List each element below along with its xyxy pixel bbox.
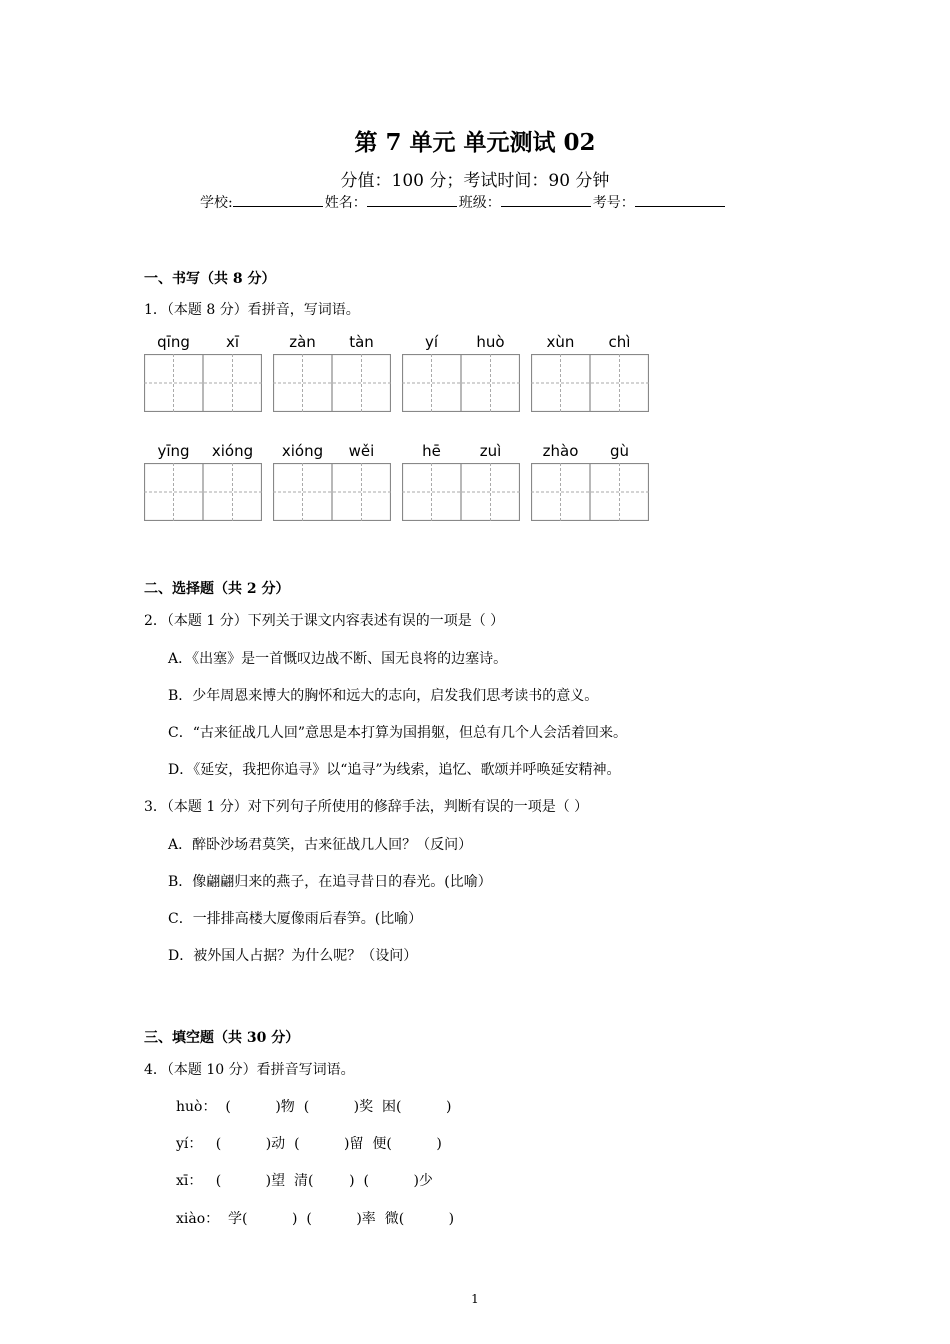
pinyin: xùn	[546, 333, 575, 351]
question-2: 2．（本题 1 分）下列关于课文内容表述有误的一项是（ ）	[144, 613, 505, 629]
pinyin: yīng	[157, 442, 190, 460]
q2-option-c[interactable]: C．“古来征战几人回”意思是本打算为国捐躯，但总有几个人会活着回来。	[168, 725, 628, 741]
pinyin: wěi	[348, 442, 375, 460]
pinyin: hē	[422, 442, 441, 460]
class-blank[interactable]	[501, 193, 591, 207]
writing-grid[interactable]	[402, 463, 520, 521]
pinyin-row-1	[144, 333, 664, 415]
writing-grid[interactable]	[273, 354, 391, 412]
writing-grid[interactable]	[531, 463, 649, 521]
pinyin: huò	[476, 333, 505, 351]
school-blank[interactable]	[233, 193, 323, 207]
q3-option-c[interactable]: C．一排排高楼大厦像雨后春笋。(比喻）	[168, 911, 423, 927]
pinyin: zuì	[479, 442, 502, 460]
section-3-heading: 三、填空题（共 30 分）	[144, 1030, 300, 1046]
class-label: 班级：	[458, 195, 501, 211]
question-4: 4．（本题 10 分）看拼音写词语。	[144, 1062, 355, 1078]
pinyin: xióng	[281, 442, 324, 460]
pinyin: yí	[424, 333, 439, 351]
pinyin: gù	[609, 442, 630, 460]
exam-number-blank[interactable]	[635, 193, 725, 207]
pinyin: tàn	[349, 333, 374, 351]
q3-option-b[interactable]: B．像翩翩归来的燕子，在追寻昔日的春光。(比喻）	[168, 874, 492, 890]
pinyin: xī	[225, 333, 240, 351]
fill-line-huo[interactable]: huò： ( )物 ( )奖 困( )	[176, 1099, 452, 1115]
section-1-heading: 一、书写（共 8 分）	[144, 271, 276, 287]
section-2-heading: 二、选择题（共 2 分）	[144, 581, 290, 597]
writing-grid[interactable]	[531, 354, 649, 412]
q2-option-a[interactable]: A．《出塞》是一首慨叹边战不断、国无良将的边塞诗。	[168, 651, 508, 667]
q2-option-d[interactable]: D．《延安，我把你追寻》以“追寻”为线索，追忆、歌颂并呼唤延安精神。	[168, 762, 621, 778]
fill-line-yi[interactable]: yí： ( )动 ( )留 便( )	[176, 1136, 442, 1152]
q2-option-b[interactable]: B．少年周恩来博大的胸怀和远大的志向，启发我们思考读书的意义。	[168, 688, 599, 704]
writing-grid[interactable]	[144, 354, 262, 412]
page-number: 1	[471, 1292, 479, 1306]
question-3: 3．（本题 1 分）对下列句子所使用的修辞手法，判断有误的一项是（ ）	[144, 799, 589, 815]
pinyin: qīng	[157, 333, 190, 351]
writing-grid[interactable]	[273, 463, 391, 521]
q3-option-a[interactable]: A．醉卧沙场君莫笑，古来征战几人回？（反问）	[168, 837, 473, 853]
pinyin: chì	[608, 333, 631, 351]
student-info-line	[200, 192, 727, 212]
writing-grid[interactable]	[402, 354, 520, 412]
school-label: 学校:	[200, 195, 233, 211]
name-blank[interactable]	[367, 193, 457, 207]
question-1: 1．（本题 8 分）看拼音，写词语。	[144, 302, 360, 318]
fill-line-xiao[interactable]: xiào： 学( ) ( )率 微( )	[176, 1211, 455, 1227]
writing-grid[interactable]	[144, 463, 262, 521]
pinyin-row-2	[144, 442, 664, 524]
exam-subtitle: 分值：100 分；考试时间：90 分钟	[340, 171, 610, 191]
fill-line-xi[interactable]: xī： ( )望 清( ) ( )少	[176, 1173, 433, 1189]
pinyin: zhào	[542, 442, 579, 460]
pinyin: xióng	[211, 442, 254, 460]
page-title: 第 7 单元 单元测试 02	[354, 129, 596, 156]
q3-option-d[interactable]: D．被外国人占据？为什么呢？（设问）	[168, 948, 418, 964]
exam-number-label: 考号：	[592, 195, 635, 211]
name-label: 姓名：	[324, 195, 367, 211]
pinyin: zàn	[289, 333, 316, 351]
